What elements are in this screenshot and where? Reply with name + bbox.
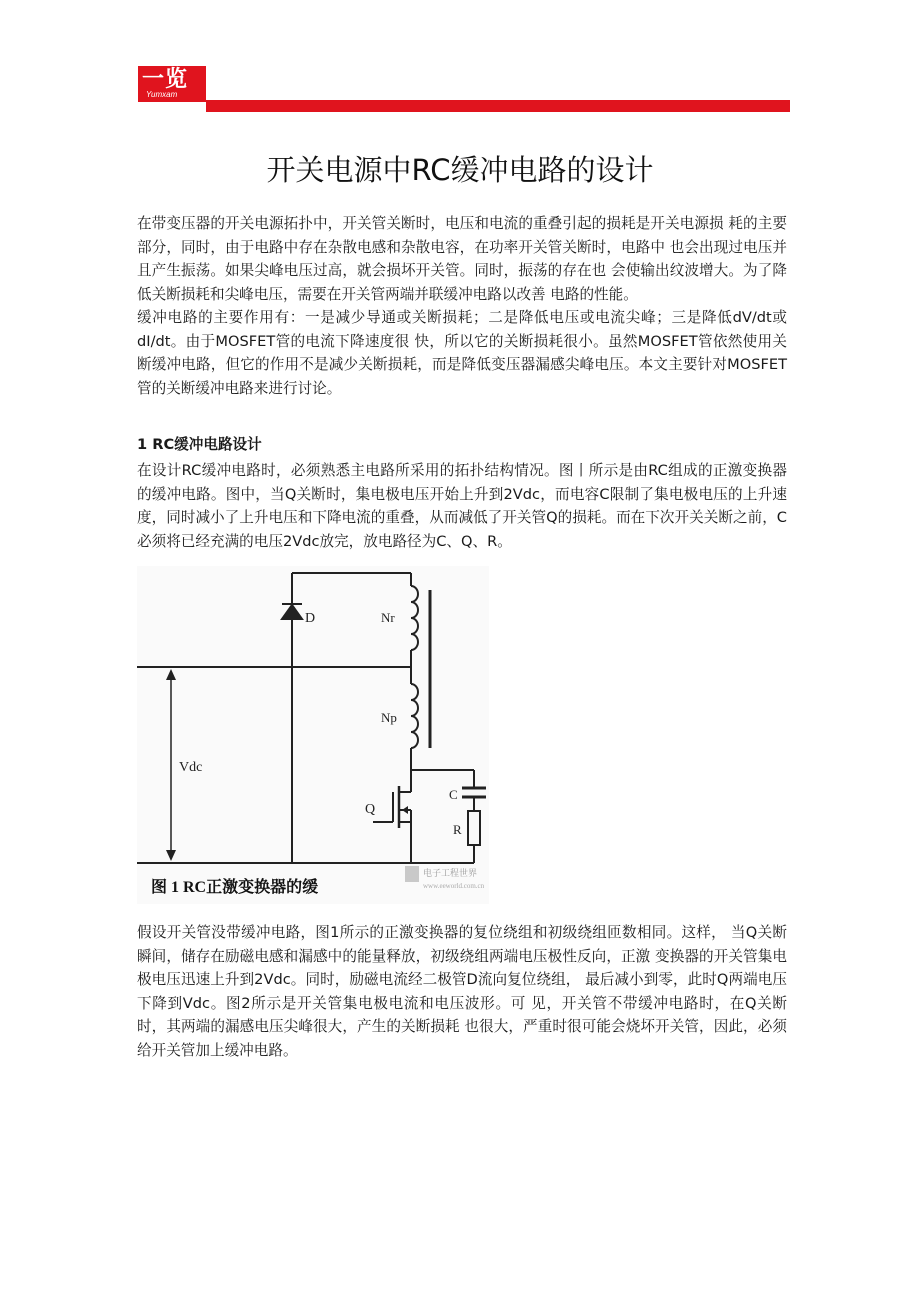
page-title: 开关电源中RC缓冲电路的设计 [266, 153, 654, 187]
header-bar [206, 100, 790, 112]
intro-paragraph-1: 在带变压器的开关电源拓扑中，开关管关断时，电压和电流的重叠引起的损耗是开关电源损 耗的主要部分，同时，由于电路中存在杂散电感和杂散电容，在功率开关管关断时，电路中 也会出现过电压并且产生振荡。如果尖峰电压过高，就会损坏开关管。同时，振荡的存在也 会使输出纹波增大。为了降低关断损耗和尖峰电压，需要在开关管两端并联缓冲电路以改善 电路的性能。 [137, 215, 787, 303]
logo-text: 一览 [142, 67, 189, 92]
logo-subtext: Yumxam [146, 90, 178, 99]
label-R: R [453, 822, 462, 837]
circuit-diagram [137, 566, 489, 904]
watermark-line1: 电子工程世界 [423, 868, 478, 878]
watermark-line2: www.eeworld.com.cn [423, 882, 485, 890]
figure-1 [137, 566, 489, 904]
intro-section [137, 212, 787, 400]
label-Np: Np [381, 710, 397, 725]
section-heading: 1 RC缓冲电路设计 [137, 436, 262, 453]
intro-paragraph-2: 缓冲电路的主要作用有：一是减少导通或关断损耗；二是降低电压或电流尖峰；三是降低dV/dt或dI/dt。由于MOSFET管的电流下降速度很 快，所以它的关断损耗很小。虽然MOSFET管依然使用关断缓冲电路，但它的作用不是减少关断损耗，而是降低变压器漏感尖峰电压。本文主要针对MOSFET管的关断缓冲电路来进行讨论。 [137, 309, 787, 397]
watermark-icon [405, 866, 419, 882]
label-D: D [305, 611, 316, 626]
section2-paragraph: 假设开关管没带缓冲电路，图1所示的正激变换器的复位绕组和初级绕组匝数相同。这样， 当Q关断瞬间，储存在励磁电感和漏感中的能量释放，初级绕组两端电压极性反向，正激 变换器的开关管集电极电压迅速上升到2Vdc。同时，励磁电流经二极管D流向复位绕组， 最后减小到零，此时Q两端电压下降到Vdc。图2所示是开关管集电极电流和电压波形。可 见，开关管不带缓冲电路时，在Q关断时，其两端的漏感电压尖峰很大，产生的关断损耗 也很大，严重时很可能会烧坏开关管，因此，必须给开关管加上缓冲电路。 [137, 924, 787, 1059]
figure-caption: 图 1 RC正激变换器的缓 [151, 879, 319, 896]
label-Nr: Nr [381, 610, 395, 625]
section1-paragraph: 在设计RC缓冲电路时，必须熟悉主电路所采用的拓扑结构情况。图丨所示是由RC组成的正激变换器的缓冲电路。图中，当Q关断时，集电极电压开始上升到2Vdc，而电容C限制了集电极电压的上升速度，同时减小了上升电压和下降电流的重叠，从而减低了开关管Q的损耗。而在下次开关关断之前，C必须将已经充满的电压2Vdc放完，放电路径为C、Q、R。 [137, 462, 787, 550]
label-Vdc: Vdc [179, 760, 203, 775]
label-Q: Q [365, 802, 376, 817]
logo [138, 66, 206, 102]
label-C: C [449, 787, 458, 802]
